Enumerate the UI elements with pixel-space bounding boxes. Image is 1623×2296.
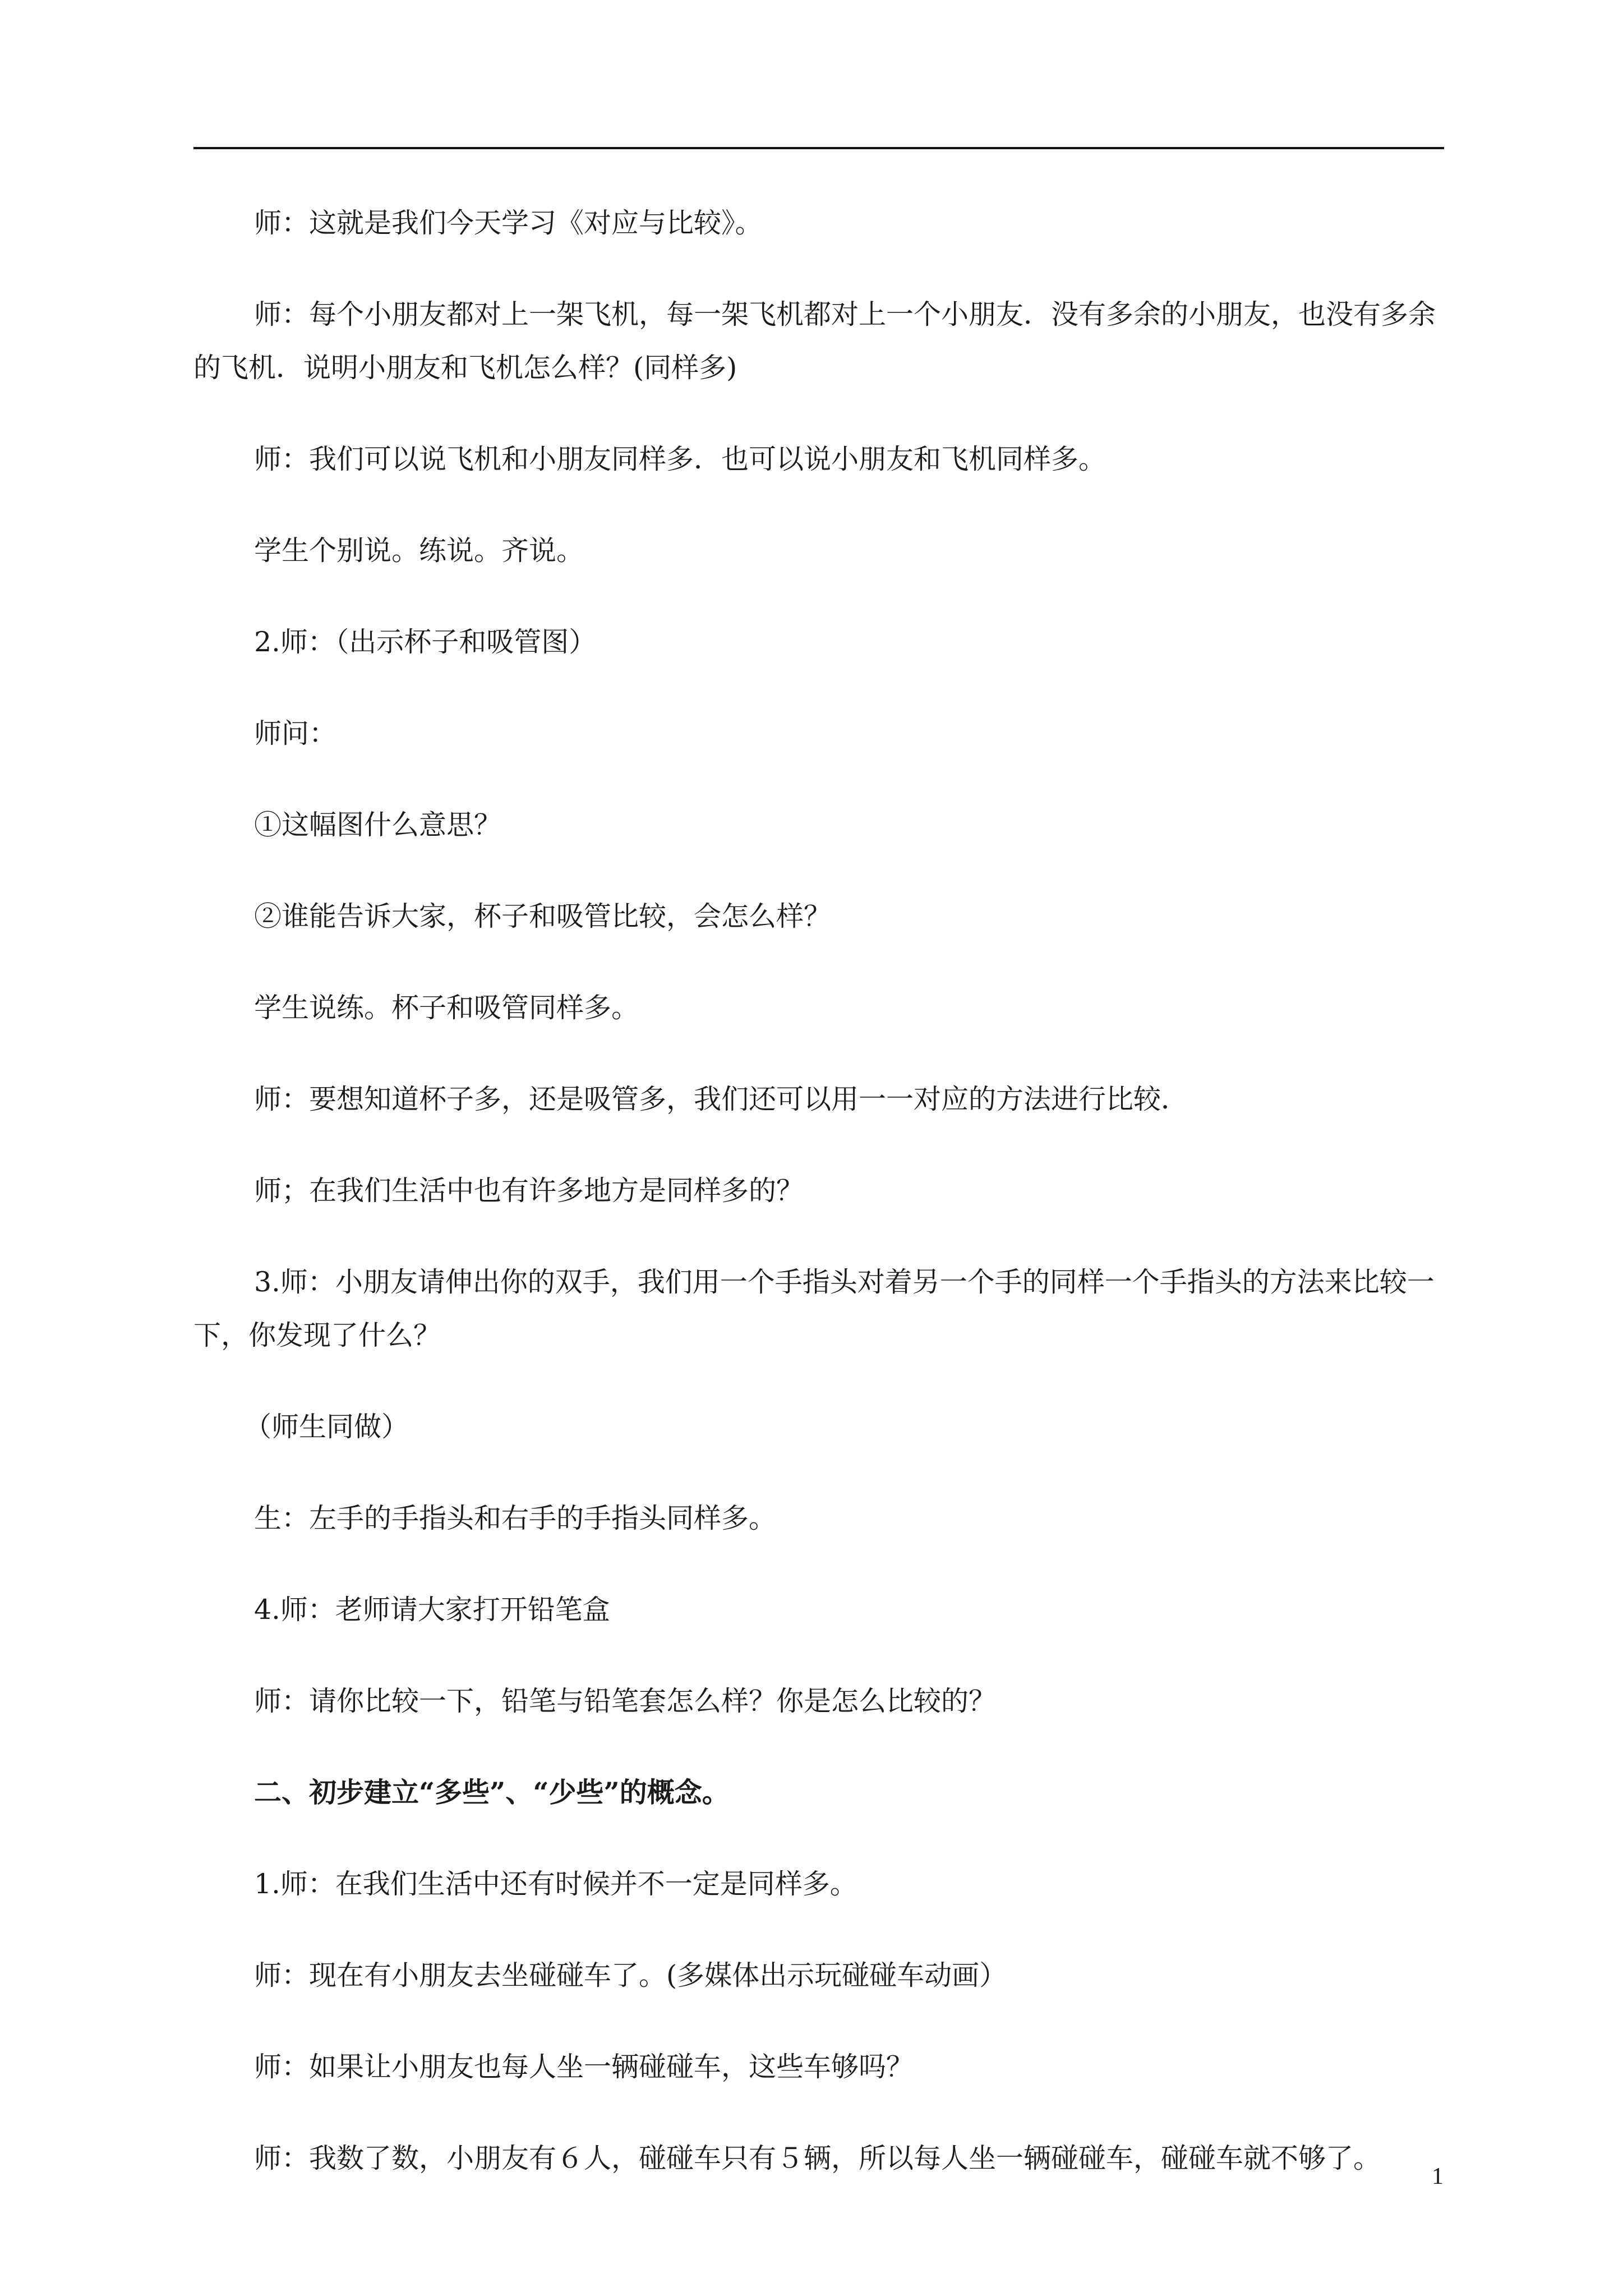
paragraph: 师：这就是我们今天学习《对应与比较》。 — [254, 207, 763, 239]
paragraph: 师：每个小朋友都对上一架飞机，每一架飞机都对上一个小朋友．没有多余的小朋友，也没有多余的飞机．说明小朋友和飞机怎么样？(同样多) — [193, 298, 1436, 384]
paragraph: 3.师：小朋友请伸出你的双手，我们用一个手指头对着另一个手的同样一个手指头的方法来比较一下，你发现了什么？ — [193, 1266, 1435, 1351]
section-heading: 二、初步建立“多些”、“少些”的概念。 — [254, 1776, 730, 1809]
paragraph: ②谁能告诉大家，杯子和吸管比较，会怎么样？ — [254, 900, 832, 932]
paragraph: 师：如果让小朋友也每人坐一辆碰碰车，这些车够吗？ — [254, 2051, 914, 2083]
header-rule — [193, 147, 1444, 149]
paragraph: 师：要想知道杯子多，还是吸管多，我们还可以用一一对应的方法进行比较． — [254, 1083, 1189, 1115]
paragraph: （师生同做） — [244, 1411, 409, 1443]
paragraph: 学生个别说。练说。齐说。 — [254, 535, 584, 567]
paragraph: 生：左手的手指头和右手的手指头同样多。 — [254, 1502, 777, 1534]
paragraph: 师：请你比较一下，铅笔与铅笔套怎么样？你是怎么比较的？ — [254, 1685, 997, 1717]
paragraph: 师问： — [254, 717, 337, 749]
paragraph: 师：我们可以说飞机和小朋友同样多．也可以说小朋友和飞机同样多。 — [254, 443, 1106, 475]
paragraph: 师：我数了数，小朋友有６人，碰碰车只有５辆，所以每人坐一辆碰碰车，碰碰车就不够了。 — [254, 2142, 1381, 2174]
paragraph: 4.师：老师请大家打开铅笔盒 — [254, 1594, 610, 1626]
page-number: 1 — [1432, 2164, 1444, 2189]
document-body — [193, 196, 1444, 2223]
paragraph: 师：现在有小朋友去坐碰碰车了。(多媒体出示玩碰碰车动画） — [254, 1959, 1007, 1991]
paragraph: 学生说练。杯子和吸管同样多。 — [254, 992, 639, 1024]
paragraph: 2.师：（出示杯子和吸管图） — [254, 626, 597, 658]
paragraph: ①这幅图什么意思？ — [254, 809, 502, 841]
paragraph: 师；在我们生活中也有许多地方是同样多的？ — [254, 1175, 804, 1207]
paragraph: 1.师：在我们生活中还有时候并不一定是同样多。 — [254, 1868, 857, 1900]
